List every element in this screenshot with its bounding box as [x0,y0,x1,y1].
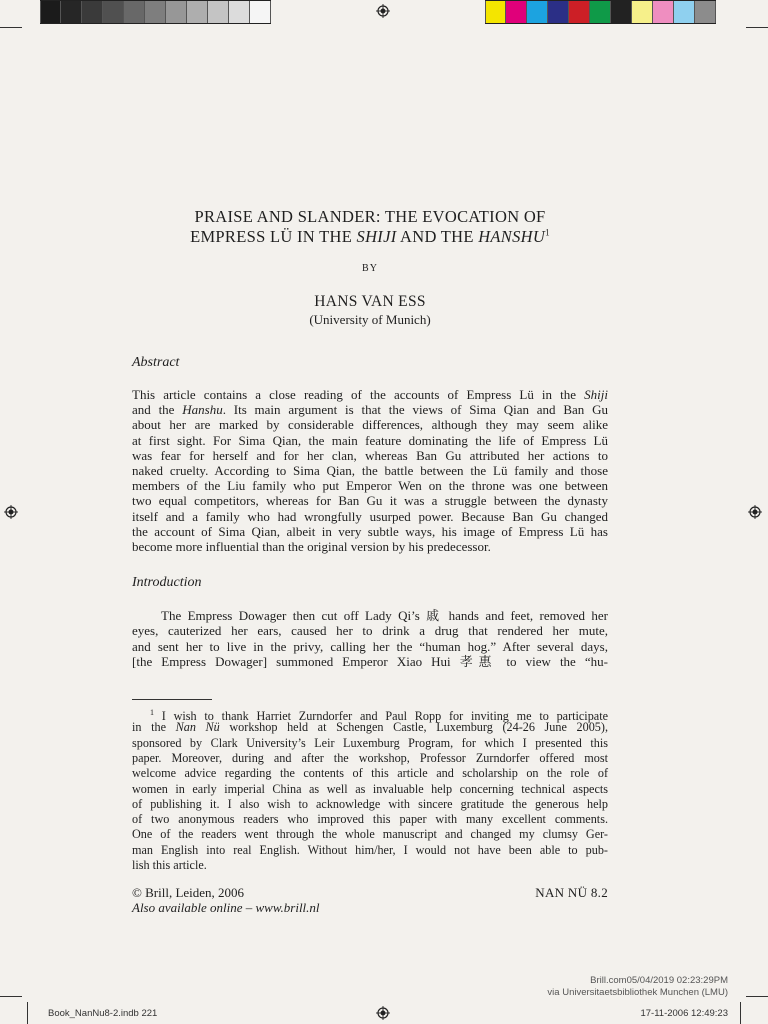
color-swatch [485,1,506,23]
color-swatch [166,1,187,23]
abstract-line: at first sight. For Sima Qian, the main feature dominating the life of Empress Lü [132,432,608,448]
abstract-line: about her are marked by considerable differences, although they may seem alike [132,417,608,433]
footnote-line: sponsored by Clark University’s Leir Luxemburg Program, for which I presented this [132,735,608,750]
title-footnote-mark: 1 [545,227,550,238]
byline: BY [362,263,378,274]
abstract-line: two equal competitors, whereas for Ban Gu it was a struggle between the dynasty [132,493,608,509]
registration-mark-icon [4,505,18,519]
color-swatch [103,1,124,23]
title-shiji: SHIJI [356,227,397,246]
footnote-line: of two anonymous readers who improved this paper with many excellent comments. [132,812,608,827]
article-title-line-1: PRAISE AND SLANDER: THE EVOCATION OF [194,207,546,226]
download-stamp-line-1: Brill.com05/04/2019 02:23:29PM [590,975,728,986]
download-stamp [547,975,728,999]
introduction-line: eyes, cauterized her ears, caused her to drink a drug that rendered her mute, [132,623,608,639]
footnote-line: welcome advice regarding the contents of this article and scholarship on the role of [132,766,608,781]
color-swatch [187,1,208,23]
footnote-line: man English into real English. Without him/her, I would not have been able to pub- [132,842,608,857]
color-swatch [40,1,61,23]
footnote-line: in the Nan Nü workshop held at Schengen Castle, Luxemburg (24-26 June 2005), [132,720,608,735]
title-mid: AND THE [396,227,479,246]
crop-mark [0,996,22,997]
color-swatch [695,1,716,23]
crop-mark [746,996,768,997]
journal-issue: NAN NÜ 8.2 [535,885,608,900]
footnote-line: paper. Moreover, during and after the workshop, Professor Zurndorfer offered most [132,750,608,765]
abstract-line: naked cruelty. According to Sima Qian, the battle between the Lü family and those [132,463,608,478]
color-swatch [653,1,674,23]
abstract-line: and the Hanshu. Its main argument is that the views of Sima Qian and Ban Gu [132,402,608,418]
color-swatch [548,1,569,23]
footnote-mark: 1 [150,708,154,717]
crop-mark [27,1002,28,1024]
abstract-line: members of the Liu family who put Emperor Wen on the throne was one between [132,478,608,494]
color-swatch [229,1,250,23]
abstract-line: itself and a family who had wrongfully usurped power. Because Ban Gu changed [132,508,608,524]
color-swatch [124,1,145,23]
crop-mark [0,27,22,28]
color-swatch [674,1,695,23]
download-stamp-line-2: via Universitaetsbibliothek Munchen (LMU) [547,987,728,998]
abstract-line: the account of Sima Qian, albeit in very subtle ways, his image of Empress Lü has [132,523,608,539]
date-slug: 17-11-2006 12:49:23 [640,1008,728,1019]
color-swatch [208,1,229,23]
introduction-line: [the Empress Dowager] summoned Emperor Xiao Hui 孝惠 to view the “hu- [132,653,608,669]
color-swatch [250,1,271,23]
color-swatch [611,1,632,23]
footnote-line: $^1$ I wish to thank Harriet Zurndorfer and Paul Ropp for inviting me to participate [150,708,608,724]
registration-mark-icon [376,4,390,18]
introduction-line: The Empress Dowager then cut off Lady Qi’s 戚 hands and feet, removed her [161,608,608,623]
registration-mark-icon [748,505,762,519]
introduction-heading: Introduction [132,575,202,590]
title-prefix: EMPRESS LÜ IN THE [190,227,357,246]
footnote-line: women in early imperial China as well as invaluable help concerning technical aspects [132,781,608,796]
author-affiliation: (University of Munich) [309,312,431,327]
grayscale-color-bar [40,0,271,24]
crop-mark [746,27,768,28]
author-name: HANS VAN ESS [314,293,426,310]
footnote-line: lish this article. [132,858,207,872]
color-swatch [590,1,611,23]
process-color-bar [485,0,716,24]
copyright-notice: © Brill, Leiden, 2006 [132,885,245,900]
footnote-line: of publishing it. I also wish to acknowledge with sincere gratitude the generous help [132,796,608,811]
footnote-line: One of the readers went through the whole manuscript and changed my clumsy Ger- [132,827,608,842]
color-swatch [569,1,590,23]
crop-mark [740,1002,741,1024]
color-swatch [82,1,103,23]
color-swatch [527,1,548,23]
online-availability: Also available online – www.brill.nl [132,900,320,915]
abstract-heading: Abstract [132,355,180,370]
file-slug: Book_NanNu8-2.indb 221 [48,1008,158,1019]
registration-mark-icon [376,1006,390,1020]
article-title-line-2 [0,227,740,247]
abstract-line: become more influential than the original version by his predecessor. [132,539,491,554]
color-swatch [506,1,527,23]
introduction-line: and sent her to live in the privy, calling her the “human hog.” After several days, [132,638,608,654]
abstract-line: This article contains a close reading of the accounts of Empress Lü in the Shiji [132,387,608,402]
abstract-line: was fear for herself and for her clan, whereas Ban Gu attributed her actions to [132,447,608,463]
title-hanshu: HANSHU [478,227,546,246]
color-swatch [61,1,82,23]
color-swatch [632,1,653,23]
color-swatch [145,1,166,23]
footnote-rule [132,699,212,700]
